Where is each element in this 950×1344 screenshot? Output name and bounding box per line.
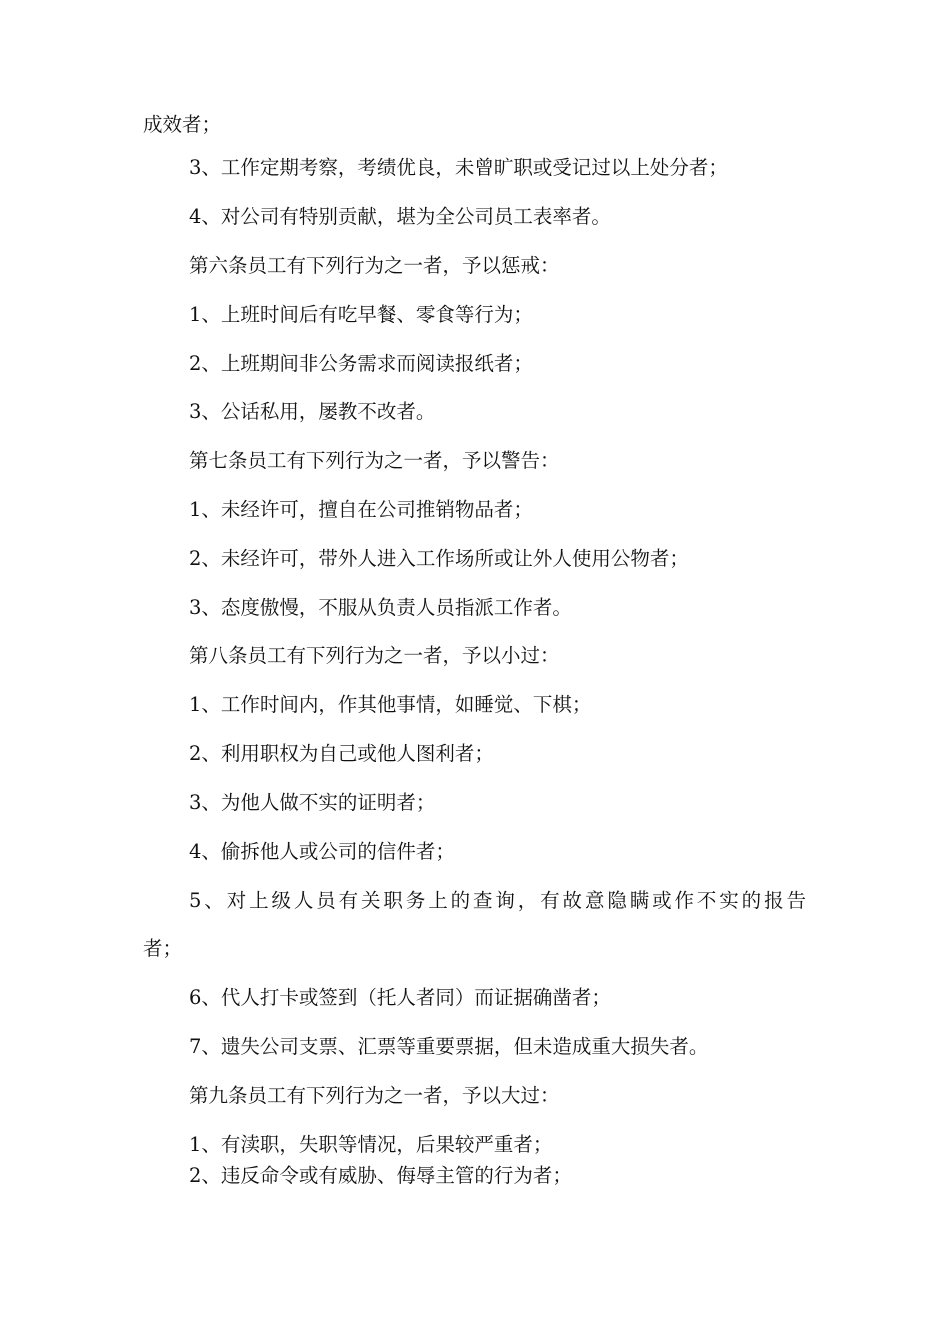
- text-char: 的: [741, 889, 762, 912]
- text-line: 4、偷拆他人或公司的信件者；: [189, 840, 455, 863]
- text-char: 对: [226, 889, 247, 912]
- text-char: 或: [652, 889, 672, 912]
- text-line: 第八条员工有下列行为之一者，予以小过：: [189, 644, 560, 667]
- text-char: 报: [764, 889, 784, 912]
- text-char: 查: [472, 889, 493, 912]
- text-char: 务: [405, 889, 426, 912]
- text-line: 2、未经许可，带外人进入工作场所或让外人使用公物者；: [189, 547, 689, 570]
- text-char: 询: [495, 889, 515, 912]
- text-line: 第六条员工有下列行为之一者，予以惩戒：: [189, 254, 560, 277]
- text-line: 3、公话私用，屡教不改者。: [189, 400, 436, 423]
- text-char: 隐: [607, 889, 627, 912]
- text-char: 5: [189, 889, 202, 912]
- text-char: 意: [584, 889, 605, 912]
- text-char: 有: [338, 889, 359, 912]
- text-line: 2、上班期间非公务需求而阅读报纸者；: [189, 352, 533, 375]
- text-line: 3、为他人做不实的证明者；: [189, 791, 436, 814]
- text-char: 级: [271, 889, 291, 912]
- text-char: 告: [786, 889, 806, 912]
- text-line: 1、有渎职，失职等情况，后果较严重者；: [189, 1133, 553, 1156]
- text-char: 职: [383, 889, 403, 912]
- text-line: 7、遗失公司支票、汇票等重要票据，但未造成重大损失者。: [189, 1035, 709, 1058]
- text-line: 3、态度傲慢，不服从负责人员指派工作者。: [189, 596, 572, 619]
- text-line-justified: [189, 889, 806, 913]
- text-line: 2、违反命令或有威胁、侮辱主管的行为者；: [189, 1164, 572, 1187]
- text-line: 1、上班时间后有吃早餐、零食等行为；: [189, 303, 533, 326]
- text-line: 成效者；: [143, 113, 222, 136]
- text-char: 不: [696, 889, 717, 912]
- text-line: 者；: [143, 937, 183, 960]
- text-line: 6、代人打卡或签到（托人者同）而证据确凿者；: [189, 986, 611, 1009]
- text-char: 有: [540, 889, 560, 912]
- text-char: 故: [562, 889, 583, 912]
- text-char: 的: [450, 889, 471, 912]
- text-line: 第九条员工有下列行为之一者，予以大过：: [189, 1084, 560, 1107]
- text-line: 1、工作时间内，作其他事情，如睡觉、下棋；: [189, 693, 592, 716]
- text-char: 人: [293, 889, 314, 912]
- text-char: 、: [204, 889, 224, 912]
- text-char: 瞒: [629, 889, 650, 912]
- text-line: 3、工作定期考察，考绩优良，未曾旷职或受记过以上处分者；: [189, 156, 728, 179]
- text-line: 2、利用职权为自己或他人图利者；: [189, 742, 494, 765]
- text-char: 关: [361, 889, 381, 912]
- text-char: 上: [428, 889, 448, 912]
- text-char: 上: [249, 889, 269, 912]
- text-char: 实: [719, 889, 739, 912]
- text-line: 4、对公司有特别贡献，堪为全公司员工表率者。: [189, 205, 611, 228]
- text-char: 作: [674, 889, 695, 912]
- text-char: ，: [517, 889, 538, 912]
- text-line: 1、未经许可，擅自在公司推销物品者；: [189, 498, 533, 521]
- text-line: 第七条员工有下列行为之一者，予以警告：: [189, 449, 560, 472]
- text-char: 员: [316, 889, 336, 912]
